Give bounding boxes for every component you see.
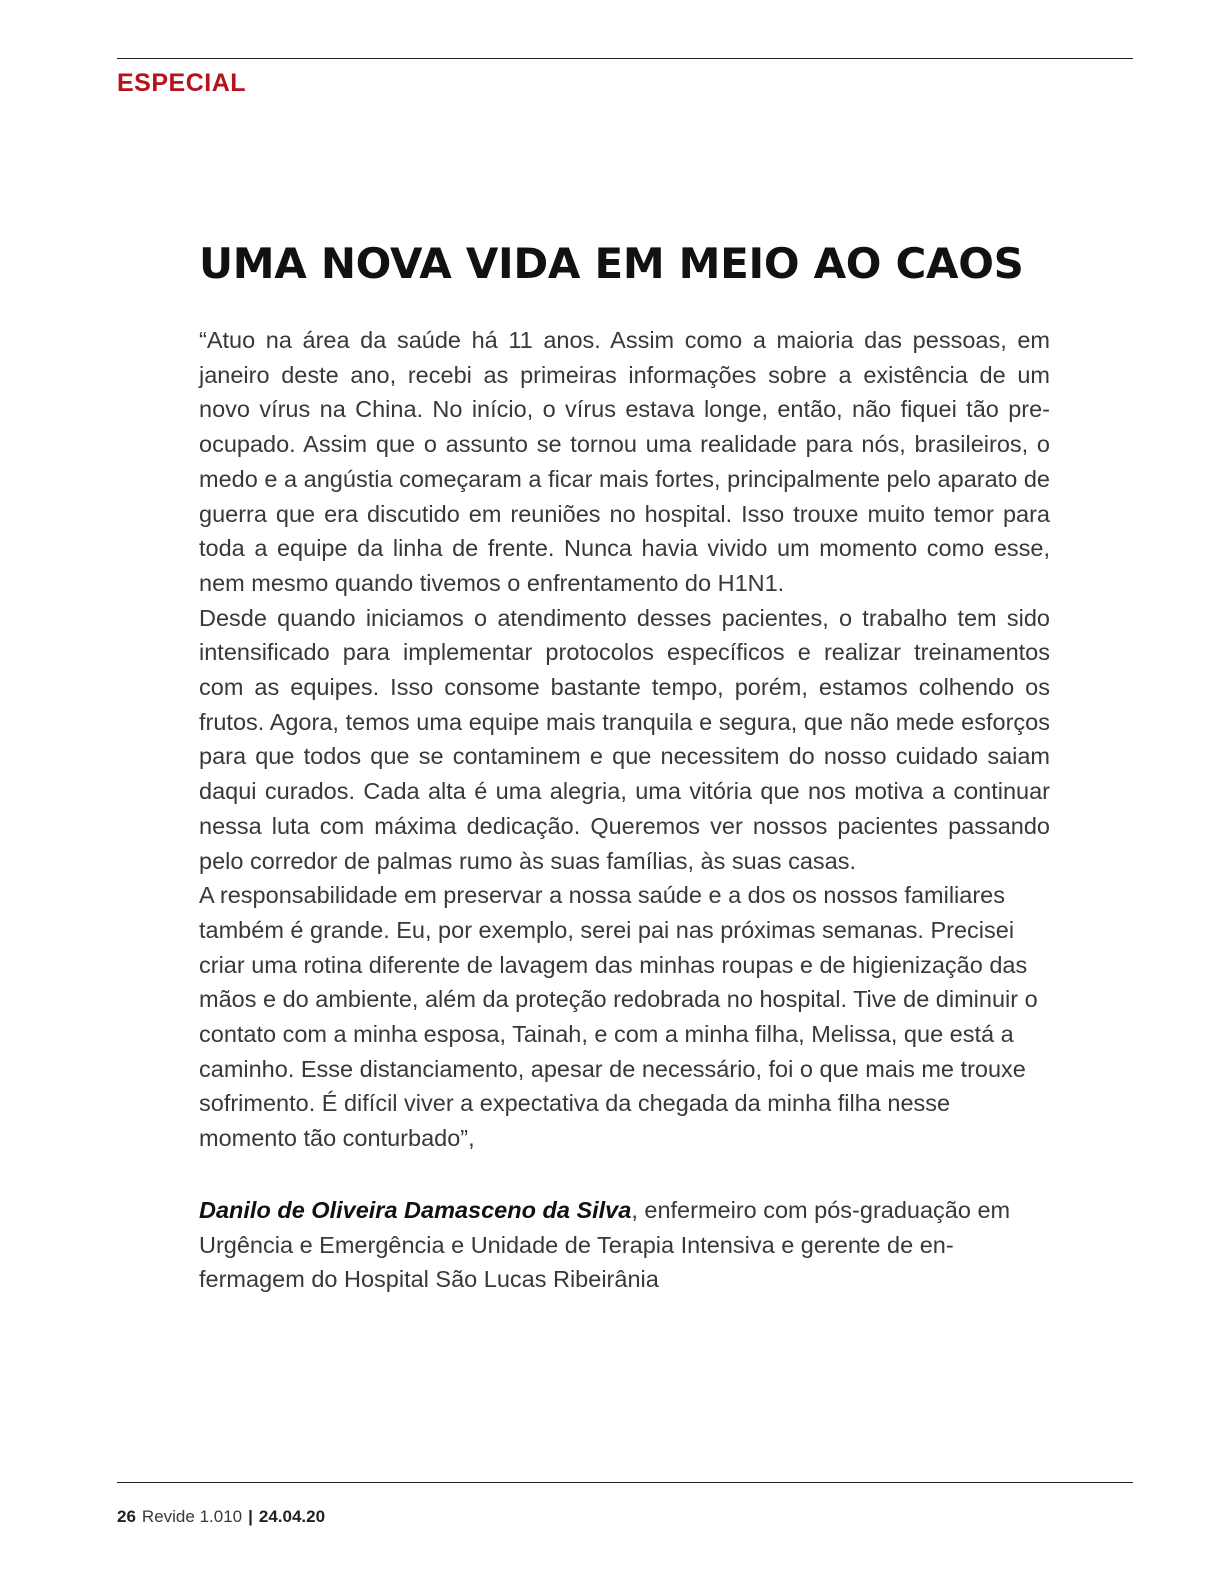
article-paragraph: “Atuo na área da saúde há 11 anos. Assim como a maioria das pessoas, em janeiro deste ano, recebi as primeiras informações sobre a existência de um novo vírus na China. No início, o vírus estava longe, então, não fiquei tão preocupado. Assim que o assunto se tornou uma realidade para nós, brasileiros, o medo e a angústia começaram a ficar mais fortes, principalmente pelo aparato de guerra que era discutido em reuniões no hospital. Isso trouxe muito temor para toda a equipe da linha de frente. Nunca havia vivido um momento como esse, nem mesmo quando tivemos o enfrentamento do H1N1. <box>199 327 1050 596</box>
issue-date: 24.04.20 <box>258 1507 326 1526</box>
article-paragraph: A responsabilidade em preservar a nossa saúde e a dos os nossos familiares também é grande. Eu, por exemplo, serei pai nas próximas semanas. Precisei criar uma rotina diferente de lavagem das minhas roupas e de higienização das mãos e do ambiente, além da proteção redobrada no hospital. Tive de diminuir o contato com a minha esposa, Tainah, e com a minha filha, Melissa, que está a caminho. Esse distanciamento, apesar de necessário, foi o que mais me trouxe sofrimento. É difícil viver a expectativa da chegada da minha filha nesse momento tão conturbado”, <box>199 882 1038 1152</box>
article-body <box>199 323 1050 1156</box>
section-label: ESPECIAL <box>117 69 247 97</box>
magazine-issue: Revide 1.010 <box>141 1507 243 1526</box>
bottom-divider <box>117 1482 1133 1483</box>
page-footer <box>117 1505 325 1529</box>
footer-separator: | <box>248 1507 253 1526</box>
article-title: UMA NOVA VIDA EM MEIO AO CAOS <box>199 239 1024 288</box>
author-description: , enfermeiro com pós-graduação em Urgência e Emergência e Unidade de Terapia Intensiva e gerente de enfermagem do Hospital São Lucas Ribeirânia <box>199 1197 1011 1293</box>
author-name: Danilo de Oliveira Damasceno da Silva <box>199 1197 632 1223</box>
article-paragraph: Desde quando iniciamos o atendimento desses pacientes, o trabalho tem sido intensificado para implementar protocolos específicos e realizar treinamentos com as equipes. Isso consome bastante tempo, porém, estamos colhendo os frutos. Agora, temos uma equipe mais tranquila e segura, que não mede esforços para que todos que se contaminem e que necessitem do nosso cuidado saiam daqui curados. Cada alta é uma alegria, uma vitória que nos motiva a continuar nessa luta com máxima dedicação. Queremos ver nossos pacientes passando pelo corredor de palmas rumo às suas famílias, às suas casas. <box>199 604 1050 874</box>
top-divider <box>117 58 1133 59</box>
author-signature <box>199 1193 1050 1297</box>
page-number: 26 <box>117 1507 136 1526</box>
